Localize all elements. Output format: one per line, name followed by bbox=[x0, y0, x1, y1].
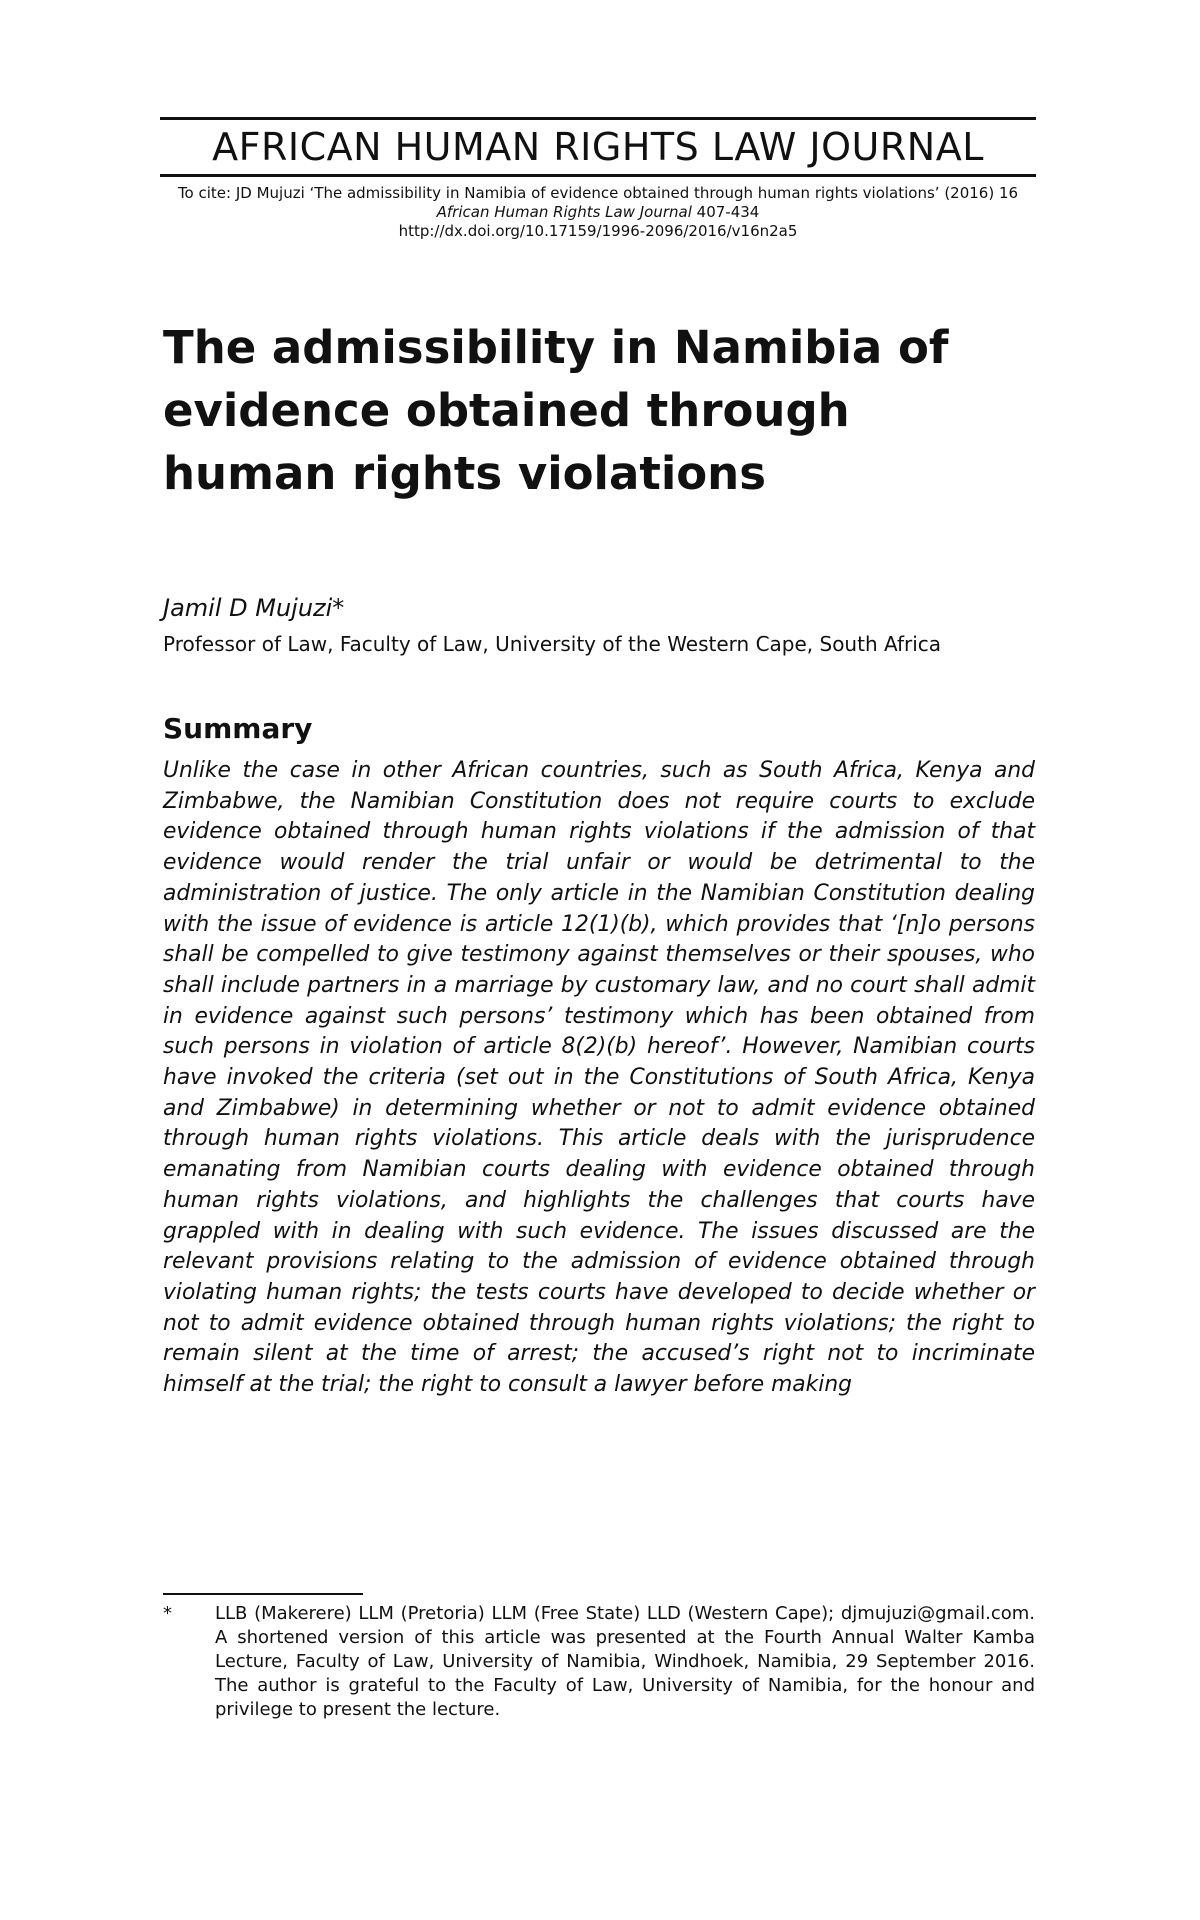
footnote-divider bbox=[163, 1593, 363, 1595]
citation-doi-link[interactable]: http://dx.doi.org/10.17159/1996-2096/2016/v16n2a5 bbox=[398, 222, 798, 240]
footnote-mark: * bbox=[163, 1603, 172, 1624]
author-name: Jamil D Mujuzi* bbox=[163, 594, 345, 622]
author-affiliation: Professor of Law, Faculty of Law, University of the Western Cape, South Africa bbox=[163, 632, 942, 656]
footnote-text: LLB (Makerere) LLM (Pretoria) LLM (Free State) LLD (Western Cape); djmujuzi@gmail.com. A shortened version of this article was presented at the Fourth Annual Walter Kamba Lecture, Faculty of Law, University of Namibia, Windhoek, Namibia, 29 September 2016. The author is grateful to the Faculty of Law, University of Namibia, for the honour and privilege to present the lecture. bbox=[215, 1603, 1035, 1720]
journal-name: AFRICAN HUMAN RIGHTS LAW JOURNAL bbox=[212, 125, 984, 169]
citation-journal: African Human Rights Law Journal bbox=[436, 203, 692, 221]
citation-line: To cite: JD Mujuzi ‘The admissibility in Namibia of evidence obtained through human rights violations’ (2016) 16 bbox=[177, 184, 1019, 202]
summary-heading: Summary bbox=[163, 712, 313, 745]
citation-pages: 407-434 bbox=[691, 203, 760, 221]
citation-journal-line bbox=[160, 203, 1036, 222]
footnote bbox=[163, 1602, 1035, 1722]
summary-body: Unlike the case in other African countries, such as South Africa, Kenya and Zimbabwe, the Namibian Constitution does not require courts to exclude evidence obtained through human rights violations if the admission of that evidence would render the trial unfair or would be detrimental to the administration of justice. The only article in the Namibian Constitution dealing with the issue of evidence is article 12(1)(b), which provides that ‘[n]o persons shall be compelled to give testimony against themselves or their spouses, who shall include partners in a marriage by customary law, and no court shall admit in evidence against such persons’ testimony which has been obtained from such persons in violation of article 8(2)(b) hereof’. However, Namibian courts have invoked the criteria (set out in the Constitutions of South Africa, Kenya and Zimbabwe) in determining whether or not to admit evidence obtained through human rights violations. This article deals with the jurisprudence emanating from Namibian courts dealing with evidence obtained through human rights violations, and highlights the challenges that courts have grappled with in dealing with such evidence. The issues discussed are the relevant provisions relating to the admission of evidence obtained through violating human rights; the tests courts have developed to decide whether or not to admit evidence obtained through human rights violations; the right to remain silent at the time of arrest; the accused’s right not to incriminate himself at the trial; the right to consult a lawyer before making bbox=[163, 758, 1035, 1398]
journal-header bbox=[160, 117, 1036, 177]
citation-block bbox=[160, 184, 1036, 241]
article-title: The admissibility in Namibia of evidence obtained through human rights violations bbox=[163, 321, 949, 500]
